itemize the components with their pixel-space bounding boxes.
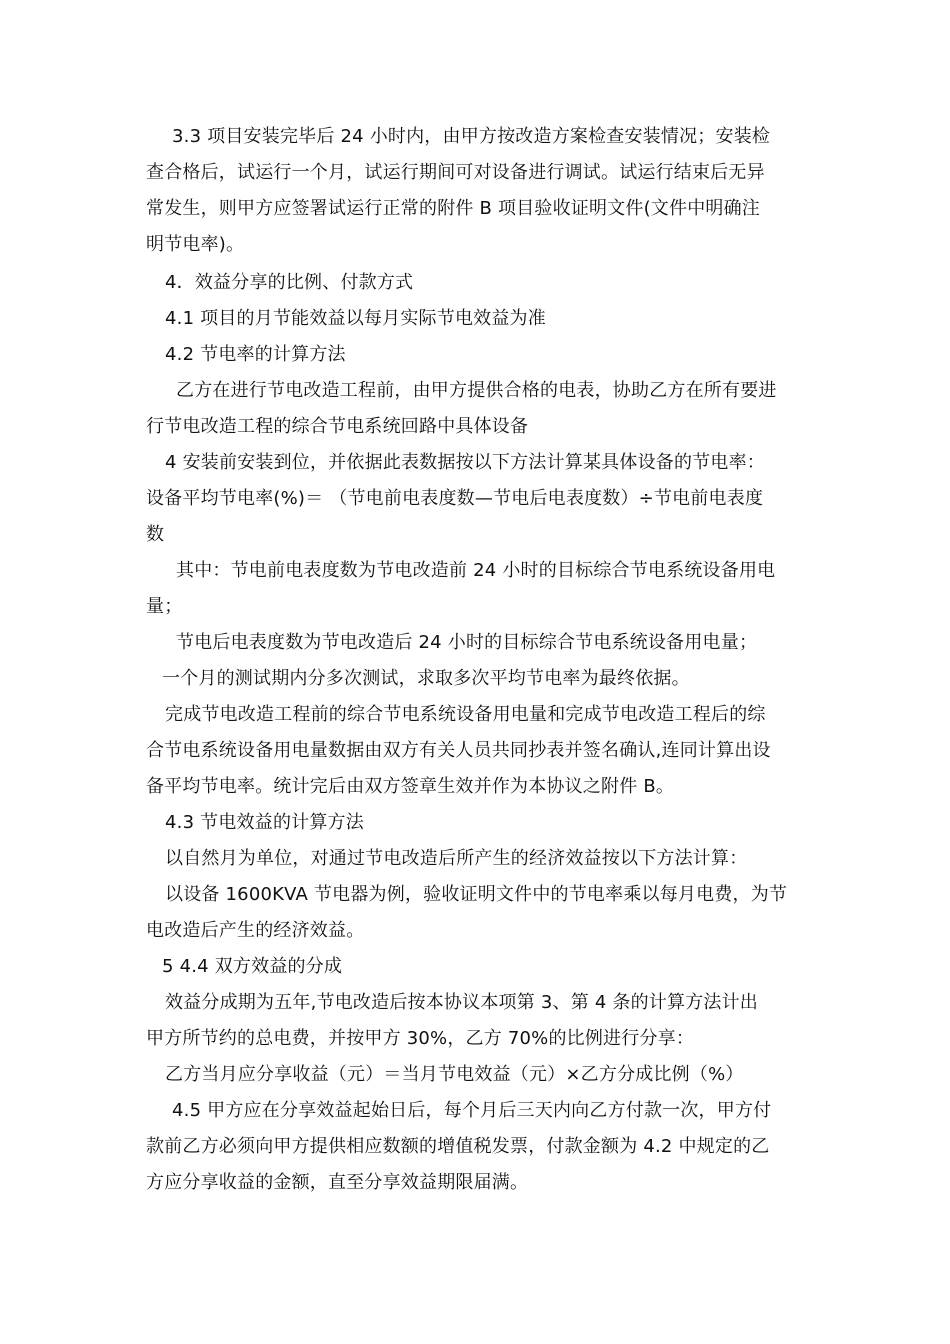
text-line: 常发生，则甲方应签署试运行正常的附件 B 项目验收证明文件(文件中明确注 [146,198,761,219]
text-line: 查合格后，试运行一个月，试运行期间可对设备进行调试。试运行结束后无异 [146,162,765,183]
text-line: 数 [146,524,165,545]
text-line: 3.3 项目安装完毕后 24 小时内，由甲方按改造方案检查安装情况；安装检 [172,126,771,147]
text-line: 一个月的测试期内分多次测试，求取多次平均节电率为最终依据。 [162,668,690,689]
text-line: 节电后电表度数为节电改造后 24 小时的目标综合节电系统设备用电量； [176,632,758,653]
text-line: 备平均节电率。统计完后由双方签章生效并作为本协议之附件 B。 [146,776,675,797]
text-line: 乙方在进行节电改造工程前，由甲方提供合格的电表，协助乙方在所有要进 [176,380,777,401]
text-line: 方应分享收益的金额，直至分享效益期限届满。 [146,1172,529,1193]
formula-line: 乙方当月应分享收益（元）＝当月节电效益（元）×乙方分成比例（%） [165,1064,744,1085]
text-line: 4 安装前安装到位，并依据此表数据按以下方法计算某具体设备的节电率： [165,452,765,473]
subsection-heading: 4.3 节电效益的计算方法 [165,812,364,833]
text-line: 甲方所节约的总电费，并按甲方 30%，乙方 70%的比例进行分享： [146,1028,695,1049]
text-line: 款前乙方必须向甲方提供相应数额的增值税发票，付款金额为 4.2 中规定的乙 [146,1136,770,1157]
subsection-heading: 5 4.4 双方效益的分成 [162,956,343,977]
text-line: 4.5 甲方应在分享效益起始日后，每个月后三天内向乙方付款一次，甲方付 [172,1100,772,1121]
text-line: 电改造后产生的经济效益。 [146,920,365,941]
text-line: 明节电率)。 [146,234,245,255]
text-line: 以设备 1600KVA 节电器为例，验收证明文件中的节电率乘以每月电费，为节 [165,884,788,905]
section-heading: 4．效益分享的比例、付款方式 [165,272,414,293]
text-line: 以自然月为单位，对通过节电改造后所产生的经济效益按以下方法计算： [165,848,748,869]
subsection-heading: 4.2 节电率的计算方法 [165,344,346,365]
text-line: 完成节电改造工程前的综合节电系统设备用电量和完成节电改造工程后的综 [165,704,766,725]
text-line: 4.1 项目的月节能效益以每月实际节电效益为准 [165,308,546,329]
text-line: 合节电系统设备用电量数据由双方有关人员共同抄表并签名确认,连同计算出设 [146,740,771,761]
text-line: 行节电改造工程的综合节电系统回路中具体设备 [146,416,529,437]
text-line: 其中：节电前电表度数为节电改造前 24 小时的目标综合节电系统设备用电 [176,560,776,581]
formula-line: 设备平均节电率(%)＝ （节电前电表度数—节电后电表度数）÷节电前电表度 [146,488,764,509]
text-line: 量； [146,596,183,617]
text-line: 效益分成期为五年,节电改造后按本协议本项第 3、第 4 条的计算方法计出 [165,992,758,1013]
